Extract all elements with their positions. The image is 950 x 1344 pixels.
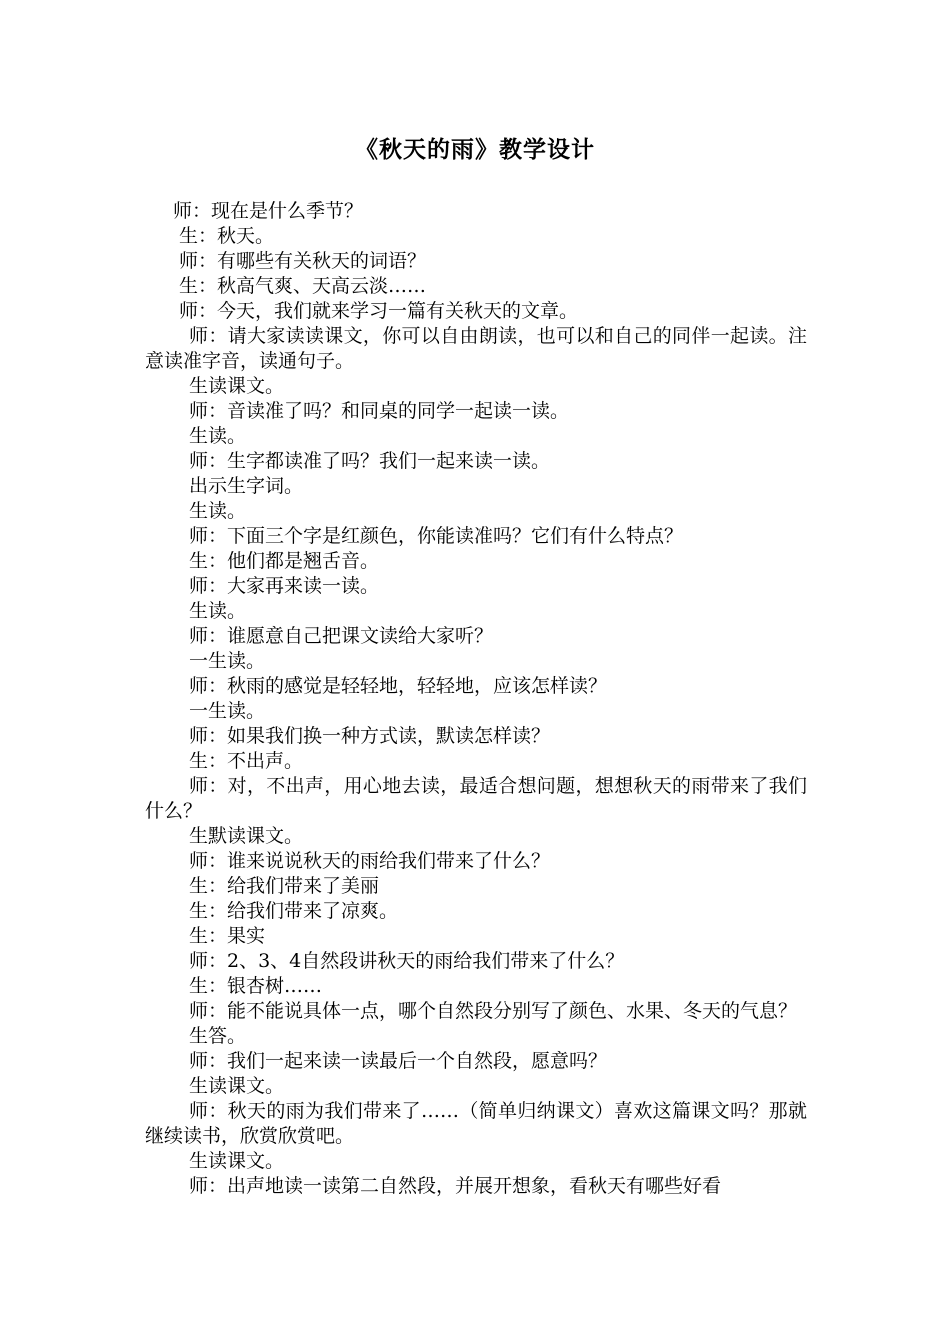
paragraph: 生读。 <box>189 425 247 447</box>
paragraph: 师：大家再来读一读。 <box>189 575 380 597</box>
paragraph: 师：如果我们换一种方式读，默读怎样读？ <box>189 725 551 747</box>
paragraph: 师：对，不出声，用心地去读，最适合想问题，想想秋天的雨带来了我们什么？ <box>145 775 807 822</box>
paragraph: 师：谁来说说秋天的雨给我们带来了什么？ <box>189 850 551 872</box>
paragraph: 师：今天，我们就来学习一篇有关秋天的文章。 <box>179 300 579 322</box>
paragraph: 生：不出声。 <box>189 750 304 772</box>
paragraph: 师：能不能说具体一点，哪个自然段分别写了颜色、水果、冬天的气息？ <box>189 1000 798 1022</box>
paragraph: 一生读。 <box>189 650 266 672</box>
paragraph: 师：我们一起来读一读最后一个自然段，愿意吗？ <box>189 1050 608 1072</box>
paragraph: 师：秋天的雨为我们带来了……（简单归纳课文）喜欢这篇课文吗？那就继续读书，欣赏欣赏吧。 <box>145 1100 807 1147</box>
paragraph: 生默读课文。 <box>189 825 304 847</box>
document-title: 《秋天的雨》教学设计 <box>355 136 595 163</box>
paragraph: 师：出声地读一读第二自然段，并展开想象，看秋天有哪些好看 <box>189 1175 722 1197</box>
paragraph: 师：2、3、4自然段讲秋天的雨给我们带来了什么？ <box>189 950 625 972</box>
paragraph: 一生读。 <box>189 700 266 722</box>
paragraph: 生读课文。 <box>189 1075 285 1097</box>
paragraph: 生读课文。 <box>189 1150 285 1172</box>
paragraph: 生：银杏树…… <box>189 975 323 997</box>
paragraph: 生：他们都是翘舌音。 <box>189 550 380 572</box>
paragraph: 生：给我们带来了美丽 <box>189 875 380 897</box>
paragraph: 生：秋高气爽、天高云淡…… <box>179 275 427 297</box>
document-body <box>145 199 807 1199</box>
paragraph: 生：给我们带来了凉爽。 <box>189 900 399 922</box>
paragraph: 师：音读准了吗？和同桌的同学一起读一读。 <box>189 400 570 422</box>
paragraph: 师：请大家读读课文，你可以自由朗读，也可以和自己的同伴一起读。注意读准字音，读通句子。 <box>145 325 807 372</box>
paragraph: 师：谁愿意自己把课文读给大家听？ <box>189 625 494 647</box>
paragraph: 师：生字都读准了吗？我们一起来读一读。 <box>189 450 551 472</box>
paragraph: 生读。 <box>189 600 247 622</box>
paragraph: 师：下面三个字是红颜色，你能读准吗？它们有什么特点？ <box>189 525 684 547</box>
paragraph: 生：秋天。 <box>179 225 275 247</box>
paragraph: 生答。 <box>189 1025 247 1047</box>
paragraph: 生读课文。 <box>189 375 285 397</box>
paragraph: 师：秋雨的感觉是轻轻地，轻轻地，应该怎样读？ <box>189 675 608 697</box>
paragraph: 出示生字词。 <box>189 475 304 497</box>
paragraph: 师：有哪些有关秋天的词语？ <box>179 250 427 272</box>
paragraph: 师：现在是什么季节？ <box>173 200 364 222</box>
paragraph: 生：果实 <box>189 925 266 947</box>
paragraph: 生读。 <box>189 500 247 522</box>
